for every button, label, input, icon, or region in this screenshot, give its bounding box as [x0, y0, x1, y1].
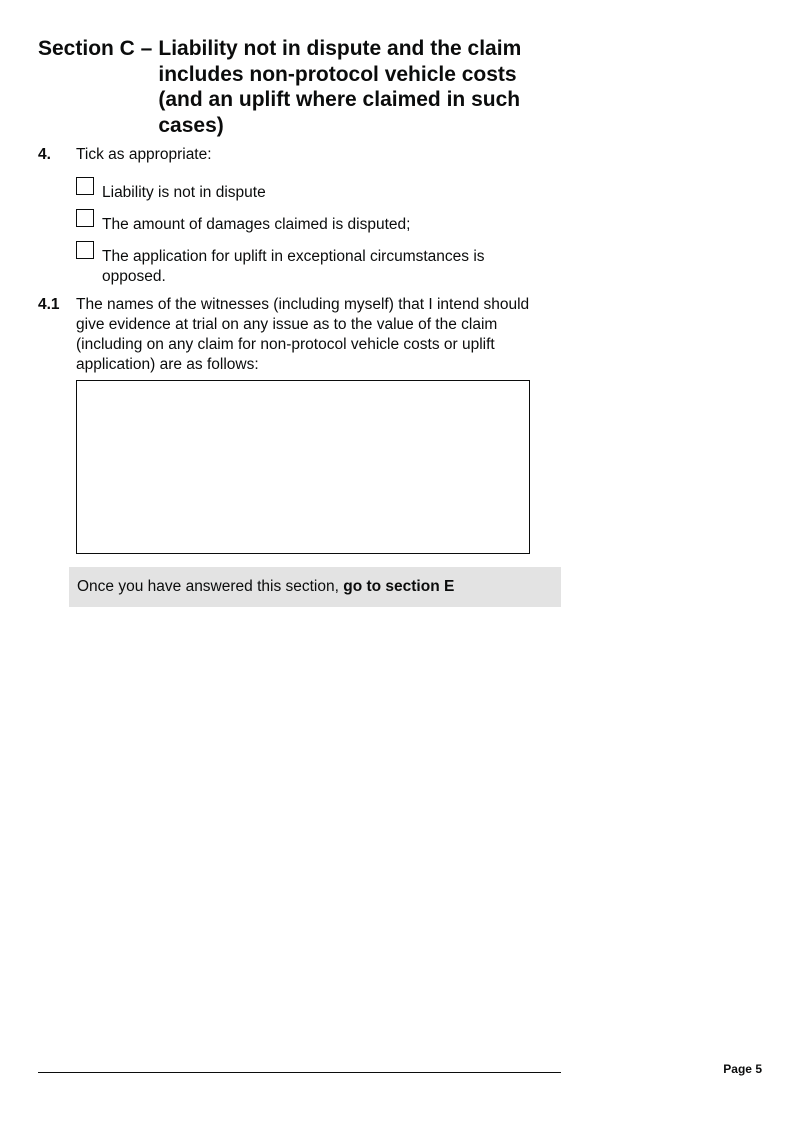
checkbox[interactable] [76, 177, 94, 195]
question-4-1 [38, 295, 554, 375]
option-liability-not-disputed[interactable] [76, 183, 522, 203]
section-title: Liability not in dispute and the claim includes non-protocol vehicle costs (and an uplift where claimed in such cases) [158, 37, 522, 137]
option-label: The application for uplift in exceptional circumstances is opposed. [102, 248, 485, 285]
section-prefix: Section C – [38, 37, 153, 60]
instruction-note [69, 567, 561, 607]
question-number: 4. [38, 146, 51, 163]
option-damages-disputed[interactable] [76, 215, 522, 235]
section-heading [38, 36, 538, 138]
checkbox[interactable] [76, 241, 94, 259]
option-label: The amount of damages claimed is disputed; [102, 216, 411, 233]
option-label: Liability is not in dispute [102, 184, 266, 201]
footer-divider [38, 1072, 561, 1073]
question-text: The names of the witnesses (including myself) that I intend should give evidence at trial on any issue as to the value of the claim (including on any claim for non-protocol vehicle costs or uplift application) are as follows: [76, 296, 530, 373]
witnesses-answer-box[interactable] [76, 380, 530, 554]
question-number: 4.1 [38, 296, 60, 313]
note-bold-text: go to section E [343, 578, 455, 595]
option-uplift-opposed[interactable] [76, 247, 522, 287]
question-text: Tick as appropriate: [76, 146, 212, 163]
page-number: Page 5 [723, 1062, 762, 1076]
question-4 [38, 145, 554, 165]
note-text: Once you have answered this section, [77, 578, 344, 595]
checkbox[interactable] [76, 209, 94, 227]
